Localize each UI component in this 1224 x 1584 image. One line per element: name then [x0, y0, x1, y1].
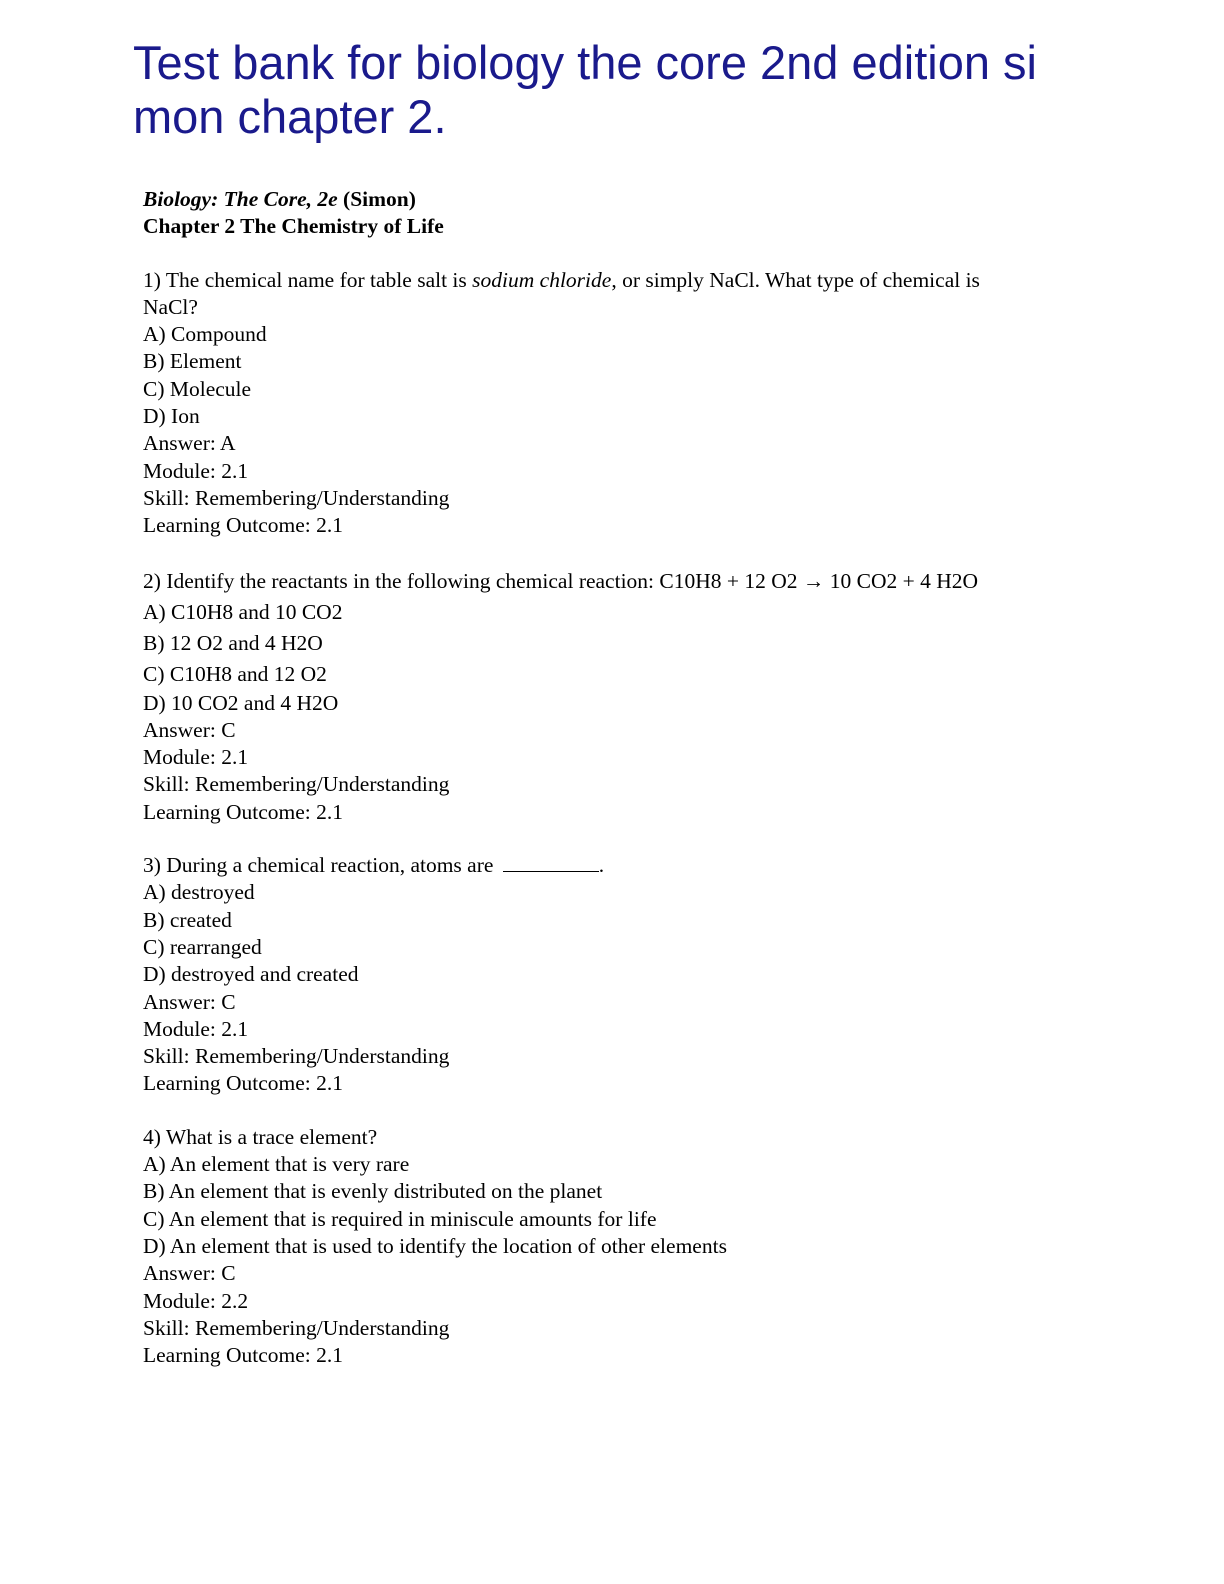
learning-outcome: Learning Outcome: 2.1	[143, 1343, 344, 1368]
question-3	[143, 852, 1083, 1098]
option-a: A) destroyed	[143, 880, 255, 905]
question-prompt: 4) What is a trace element?	[143, 1124, 378, 1149]
document-body	[143, 186, 1083, 1369]
page-title: Test bank for biology the core 2nd edition si mon chapter 2.	[133, 36, 1037, 143]
skill: Skill: Remembering/Understanding	[143, 1315, 450, 1340]
skill: Skill: Remembering/Understanding	[143, 1044, 450, 1069]
book-title: Biology: The Core, 2e	[143, 187, 338, 211]
module: Module: 2.1	[143, 745, 249, 770]
question-2	[143, 566, 1083, 826]
fill-in-blank	[503, 870, 599, 872]
answer: Answer: A	[143, 431, 236, 456]
learning-outcome: Learning Outcome: 2.1	[143, 513, 344, 538]
module: Module: 2.2	[143, 1288, 249, 1313]
module: Module: 2.1	[143, 458, 249, 483]
option-c: C) An element that is required in miniscule amounts for life	[143, 1206, 657, 1231]
skill: Skill: Remembering/Understanding	[143, 772, 450, 797]
book-header	[143, 186, 1083, 213]
option-d: D) 10 CO2 and 4 H2O	[143, 690, 339, 715]
answer: Answer: C	[143, 717, 236, 742]
skill: Skill: Remembering/Understanding	[143, 485, 450, 510]
italic-term: sodium chloride	[472, 267, 612, 292]
question-4	[143, 1124, 1083, 1370]
option-b: B) 12 O2 and 4 H2O	[143, 630, 323, 655]
answer: Answer: C	[143, 1261, 236, 1286]
option-c: C) rearranged	[143, 934, 262, 959]
module: Module: 2.1	[143, 1016, 249, 1041]
question-prompt-continued: NaCl?	[143, 294, 198, 319]
question-prompt: 3) During a chemical reaction, atoms are .	[143, 853, 605, 878]
option-d: D) destroyed and created	[143, 962, 359, 987]
option-c: C) Molecule	[143, 376, 252, 401]
chapter-heading: Chapter 2 The Chemistry of Life	[143, 214, 444, 239]
option-c: C) C10H8 and 12 O2	[143, 661, 327, 686]
question-1	[143, 267, 1083, 540]
learning-outcome: Learning Outcome: 2.1	[143, 1071, 344, 1096]
option-d: D) An element that is used to identify the location of other elements	[143, 1233, 727, 1258]
option-a: A) An element that is very rare	[143, 1152, 410, 1177]
option-b: B) created	[143, 907, 232, 932]
question-prompt: 2) Identify the reactants in the following chemical reaction: C10H8 + 12 O2 → 10 CO2 + 4 H2O	[143, 568, 979, 593]
option-d: D) Ion	[143, 404, 200, 429]
option-b: B) An element that is evenly distributed on the planet	[143, 1179, 603, 1204]
question-prompt: 1) The chemical name for table salt is sodium chloride, or simply NaCl. What type of chemical is	[143, 267, 980, 292]
option-a: A) C10H8 and 10 CO2	[143, 599, 343, 624]
option-a: A) Compound	[143, 322, 267, 347]
book-author: (Simon)	[337, 187, 416, 211]
answer: Answer: C	[143, 989, 236, 1014]
learning-outcome: Learning Outcome: 2.1	[143, 799, 344, 824]
option-b: B) Element	[143, 349, 242, 374]
